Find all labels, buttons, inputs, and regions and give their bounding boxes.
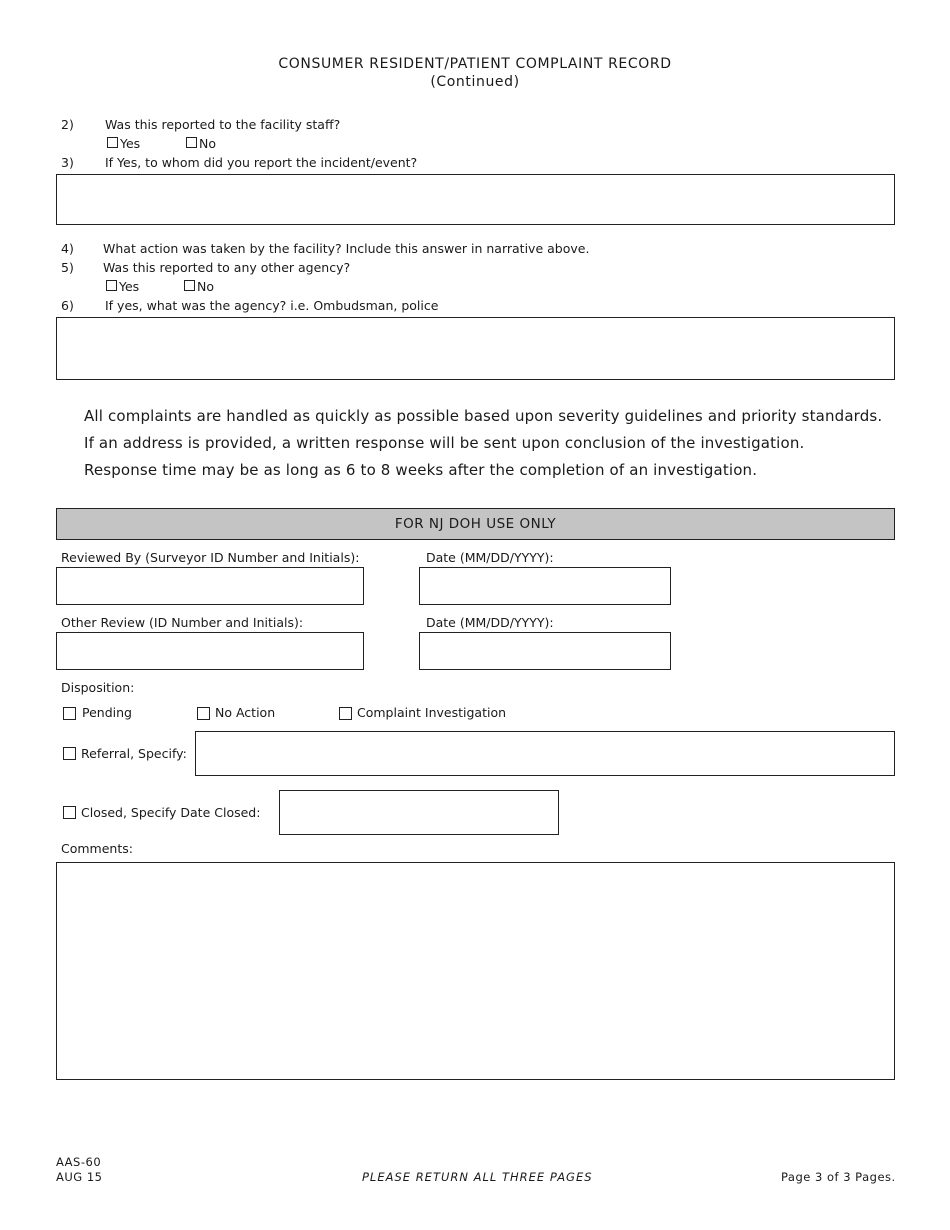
comments-label: Comments: — [61, 841, 133, 856]
reviewed-by-label: Reviewed By (Surveyor ID Number and Initials): — [61, 550, 360, 565]
referral-label: Referral, Specify: — [81, 746, 187, 761]
closed-checkbox[interactable] — [63, 806, 76, 819]
notice-line-3: Response time may be as long as 6 to 8 weeks after the completion of an investigation. — [84, 461, 758, 479]
date-2-field[interactable] — [419, 632, 671, 670]
no-action-label: No Action — [215, 705, 276, 720]
closed-date-field[interactable] — [279, 790, 559, 835]
comments-field[interactable] — [56, 862, 895, 1080]
question-5-text: Was this reported to any other agency? — [103, 260, 351, 275]
closed-label: Closed, Specify Date Closed: — [81, 805, 261, 820]
form-subtitle: (Continued) — [430, 74, 520, 90]
notice-line-1: All complaints are handled as quickly as possible based upon severity guidelines and priority standards. — [84, 407, 883, 425]
form-code: AAS-60 — [56, 1155, 102, 1169]
question-4-number: 4) — [61, 241, 74, 256]
form-title: CONSUMER RESIDENT/PATIENT COMPLAINT RECORD — [278, 56, 672, 72]
other-review-label: Other Review (ID Number and Initials): — [61, 615, 304, 630]
referral-checkbox[interactable] — [63, 747, 76, 760]
q2-no-checkbox[interactable] — [186, 137, 197, 148]
q5-no-checkbox[interactable] — [184, 280, 195, 291]
question-3-number: 3) — [61, 155, 74, 170]
question-3-text: If Yes, to whom did you report the incident/event? — [105, 155, 418, 170]
reviewed-by-field[interactable] — [56, 567, 364, 605]
notice-line-2: If an address is provided, a written response will be sent upon conclusion of the investigation. — [84, 434, 805, 452]
return-pages-note: PLEASE RETURN ALL THREE PAGES — [362, 1170, 593, 1184]
question-6-number: 6) — [61, 298, 74, 313]
page-number: Page 3 of 3 Pages. — [781, 1170, 896, 1184]
form-date: AUG 15 — [56, 1170, 103, 1184]
complaint-investigation-label: Complaint Investigation — [357, 705, 507, 720]
other-review-field[interactable] — [56, 632, 364, 670]
referral-field[interactable] — [195, 731, 895, 776]
date-1-label: Date (MM/DD/YYYY): — [426, 550, 554, 565]
question-6-text: If yes, what was the agency? i.e. Ombudsman, police — [105, 298, 439, 313]
question-2-text: Was this reported to the facility staff? — [105, 117, 341, 132]
disposition-label: Disposition: — [61, 680, 135, 695]
q2-no-label: No — [199, 136, 216, 151]
question-2-number: 2) — [61, 117, 74, 132]
office-use-banner: FOR NJ DOH USE ONLY — [56, 508, 895, 540]
question-5-number: 5) — [61, 260, 74, 275]
pending-checkbox[interactable] — [63, 707, 76, 720]
q2-yes-checkbox[interactable] — [107, 137, 118, 148]
no-action-checkbox[interactable] — [197, 707, 210, 720]
q3-answer-field[interactable] — [56, 174, 895, 225]
pending-label: Pending — [82, 705, 132, 720]
question-4-text: What action was taken by the facility? Include this answer in narrative above. — [103, 241, 590, 256]
q2-yes-label: Yes — [120, 136, 141, 151]
q6-answer-field[interactable] — [56, 317, 895, 380]
q5-yes-checkbox[interactable] — [106, 280, 117, 291]
complaint-investigation-checkbox[interactable] — [339, 707, 352, 720]
date-1-field[interactable] — [419, 567, 671, 605]
date-2-label: Date (MM/DD/YYYY): — [426, 615, 554, 630]
q5-yes-label: Yes — [119, 279, 140, 294]
q5-no-label: No — [197, 279, 214, 294]
